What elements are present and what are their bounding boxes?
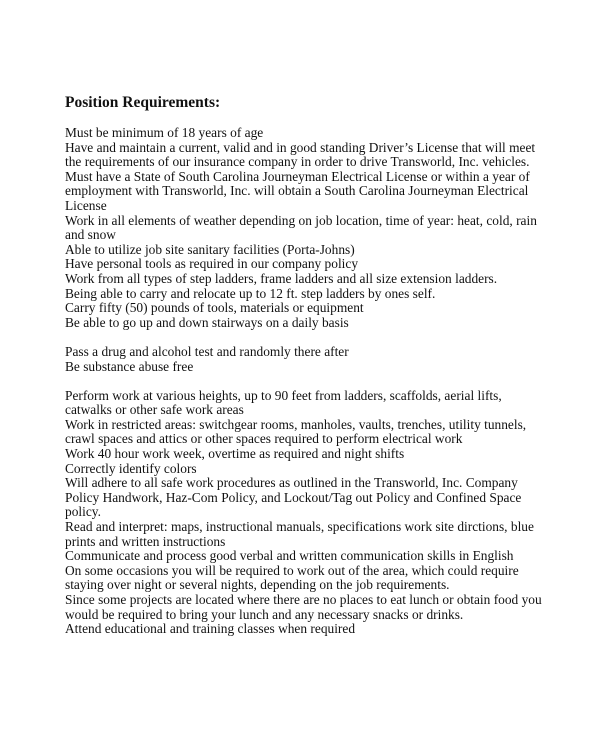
requirement-line: crawl spaces and attics or other spaces required to perform electrical work — [65, 431, 463, 447]
requirements-group — [65, 126, 585, 330]
requirement-line: the requirements of our insurance company in order to drive Transworld, Inc. vehicles. — [65, 154, 530, 170]
requirement-line: Carry fifty (50) pounds of tools, materials or equipment — [65, 300, 364, 316]
requirement-line: Work in restricted areas: switchgear rooms, manholes, vaults, trenches, utility tunnels, — [65, 416, 527, 432]
requirement-line: catwalks or other safe work areas — [65, 402, 244, 418]
requirements-group — [65, 345, 585, 374]
requirement-line: policy. — [65, 504, 101, 520]
requirement-line: Be able to go up and down stairways on a daily basis — [65, 314, 349, 330]
requirement-line: Pass a drug and alcohol test and randomly there after — [65, 343, 349, 359]
requirements-group — [65, 389, 585, 637]
requirement-line: Work 40 hour work week, overtime as required and night shifts — [65, 446, 405, 462]
requirements-body — [65, 126, 585, 651]
requirement-line: would be required to bring your lunch and any necessary snacks or drinks. — [65, 606, 464, 622]
requirement-line: Must be minimum of 18 years of age — [65, 125, 264, 140]
requirement-line: Will adhere to all safe work procedures as outlined in the Transworld, Inc. Company — [65, 475, 518, 491]
requirement-line: Able to utilize job site sanitary facilities (Porta-Johns) — [65, 241, 355, 257]
requirement-line: Since some projects are located where there are no places to eat lunch or obtain food you — [65, 592, 542, 607]
requirement-line: Correctly identify colors — [65, 460, 197, 476]
requirement-line: Must have a State of South Carolina Journeyman Electrical License or within a year of — [65, 168, 530, 184]
requirement-line: Being able to carry and relocate up to 12 ft. step ladders by ones self. — [65, 285, 436, 301]
requirement-line: employment with Transworld, Inc. will obtain a South Carolina Journeyman Electrical — [65, 183, 529, 199]
requirement-line: Communicate and process good verbal and written communication skills in English — [65, 548, 514, 564]
requirement-line: Read and interpret: maps, instructional manuals, specifications work site dirctions, blue — [65, 519, 534, 535]
requirement-line: Have personal tools as required in our company policy — [65, 256, 359, 272]
requirement-line: Attend educational and training classes when required — [65, 621, 356, 637]
requirement-line: Have and maintain a current, valid and in good standing Driver’s License that will meet — [65, 139, 536, 155]
requirement-line: License — [65, 197, 107, 213]
requirement-line: Work from all types of step ladders, frame ladders and all size extension ladders. — [65, 270, 498, 286]
requirement-line: Perform work at various heights, up to 90 feet from ladders, scaffolds, aerial lifts, — [65, 387, 502, 403]
requirement-line: On some occasions you will be required to work out of the area, which could require — [65, 562, 519, 578]
requirement-line: Work in all elements of weather depending on job location, time of year: heat, cold, rain — [65, 212, 537, 228]
requirement-line: and snow — [65, 227, 116, 243]
section-heading: Position Requirements: — [65, 94, 221, 111]
requirement-line: prints and written instructions — [65, 533, 226, 549]
requirement-line: staying over night or several nights, depending on the job requirements. — [65, 577, 450, 593]
requirement-line: Be substance abuse free — [65, 358, 194, 374]
requirement-line: Policy Handwork, Haz-Com Policy, and Lockout/Tag out Policy and Confined Space — [65, 489, 522, 505]
